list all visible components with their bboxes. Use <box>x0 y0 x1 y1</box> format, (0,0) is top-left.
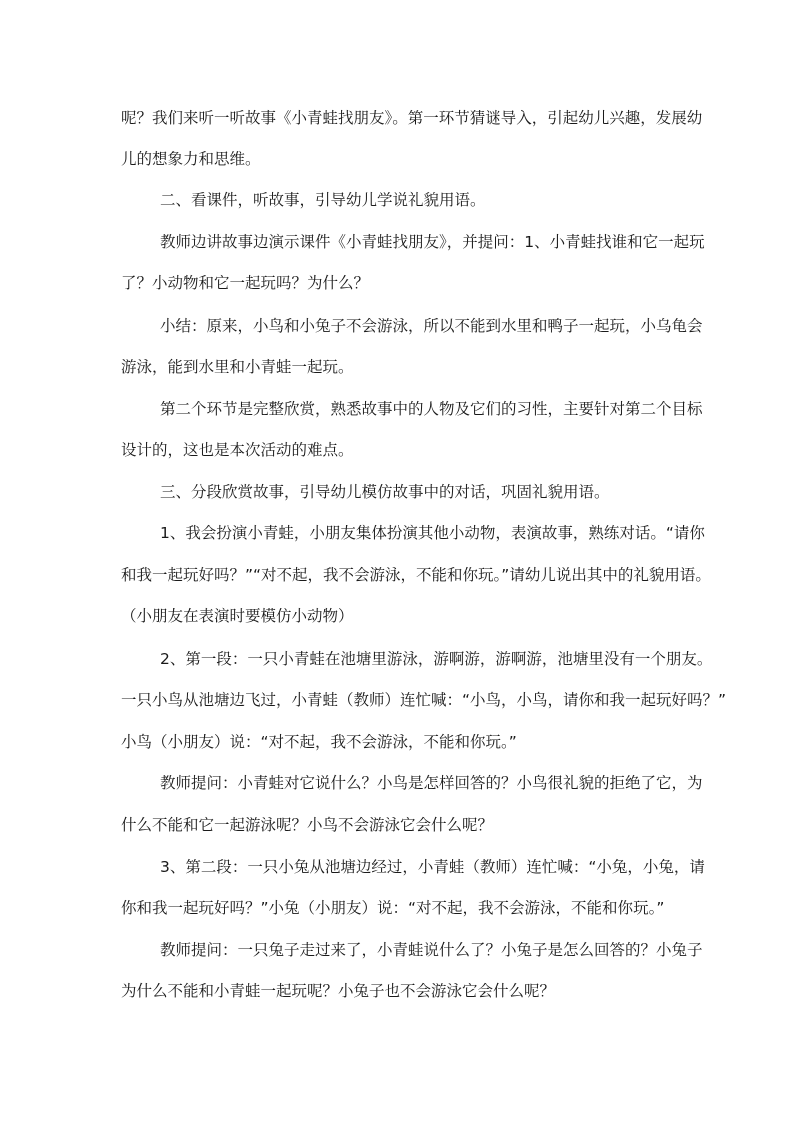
text-line: 小鸟（小朋友）说：“对不起，我不会游泳，不能和你玩。” <box>121 733 517 751</box>
text-line: 三、分段欣赏故事，引导幼儿模仿故事中的对话，巩固礼貌用语。 <box>160 483 610 501</box>
text-line: 2、第一段：一只小青蛙在池塘里游泳，游啊游，游啊游，池塘里没有一个朋友。 <box>160 650 713 668</box>
text-line: 小结：原来，小鸟和小兔子不会游泳，所以不能到水里和鸭子一起玩，小乌龟会 <box>160 317 703 335</box>
text-line: 3、第二段：一只小兔从池塘边经过，小青蛙（教师）连忙喊：“小兔，小兔，请 <box>160 858 705 876</box>
text-line: 游泳，能到水里和小青蛙一起玩。 <box>121 358 354 376</box>
text-line: 为什么不能和小青蛙一起玩呢？小兔子也不会游泳它会什么呢？ <box>121 982 556 1000</box>
text-line: 教师提问：小青蛙对它说什么？小鸟是怎样回答的？小鸟很礼貌的拒绝了它，为 <box>160 774 703 792</box>
text-line: 教师提问：一只兔子走过来了，小青蛙说什么了？小兔子是怎么回答的？小兔子 <box>160 941 703 959</box>
text-line: （小朋友在表演时要模仿小动物） <box>121 607 354 625</box>
text-line: 1、我会扮演小青蛙，小朋友集体扮演其他小动物，表演故事，熟练对话。“请你 <box>160 524 705 542</box>
text-line: 一只小鸟从池塘边飞过，小青蛙（教师）连忙喊：“小鸟，小鸟，请你和我一起玩好吗？” <box>121 691 727 709</box>
text-line: 了？小动物和它一起玩吗？为什么？ <box>121 274 370 292</box>
text-line: 教师边讲故事边演示课件《小青蛙找朋友》，并提问：1、小青蛙找谁和它一起玩 <box>160 233 705 251</box>
text-line: 第二个环节是完整欣赏，熟悉故事中的人物及它们的习性，主要针对第二个目标 <box>160 400 703 418</box>
text-line: 二、看课件，听故事，引导幼儿学说礼貌用语。 <box>160 191 486 209</box>
text-line: 和我一起玩好吗？”“对不起，我不会游泳，不能和你玩。”请幼儿说出其中的礼貌用语。 <box>121 566 711 584</box>
text-line: 设计的，这也是本次活动的难点。 <box>121 441 354 459</box>
text-line: 儿的想象力和思维。 <box>121 150 261 168</box>
text-line: 什么不能和它一起游泳呢？小鸟不会游泳它会什么呢？ <box>121 816 494 834</box>
text-line: 你和我一起玩好吗？”小兔（小朋友）说：“对不起，我不会游泳，不能和你玩。” <box>121 899 665 917</box>
text-line: 呢？我们来听一听故事《小青蛙找朋友》。第一环节猜谜导入，引起幼儿兴趣，发展幼 <box>121 109 703 127</box>
